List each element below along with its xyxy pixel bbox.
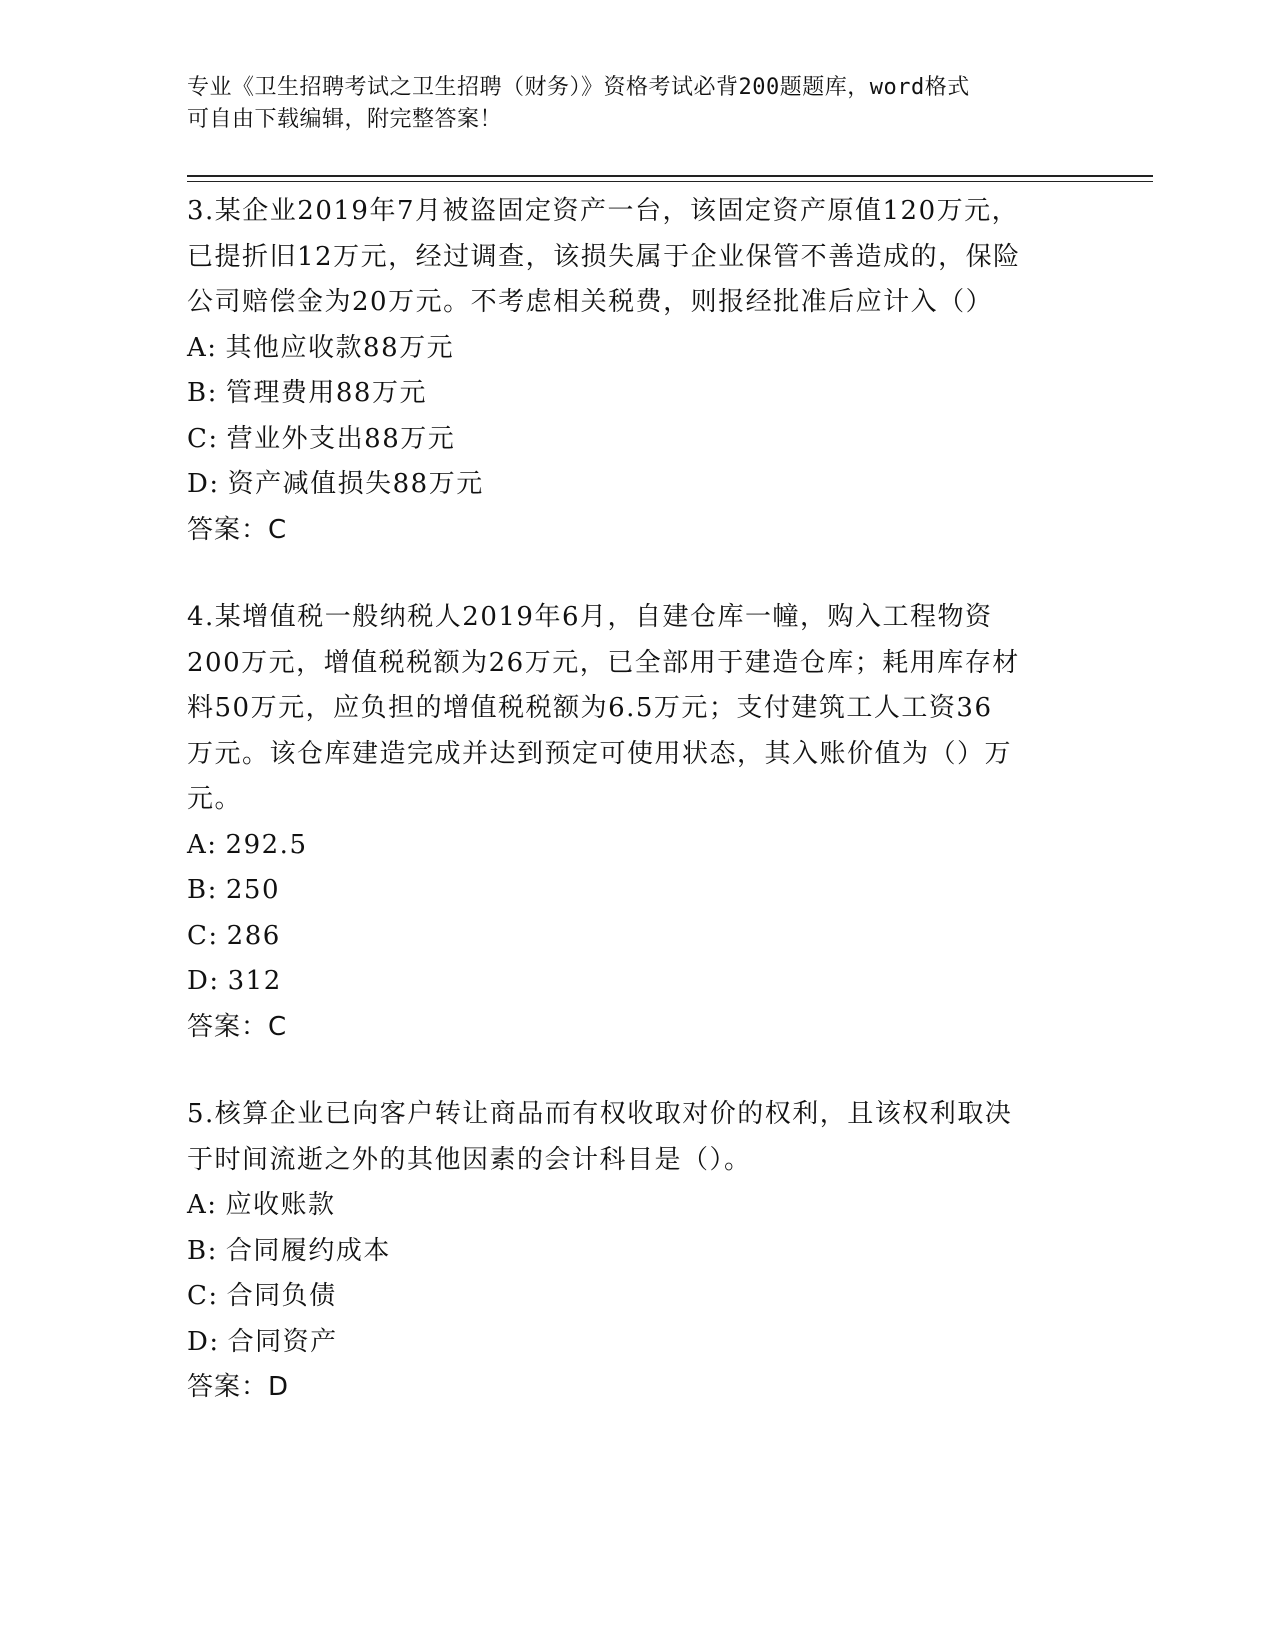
- option-text: 312: [227, 966, 282, 996]
- option-a: [187, 1183, 1067, 1229]
- option-c: [187, 1274, 1067, 1320]
- option-text: 250: [225, 875, 281, 905]
- option-text: 应收账款: [225, 1190, 336, 1220]
- question-text-line: 万元。该仓库建造完成并达到预定可使用状态，其入账价值为（）万: [187, 738, 1013, 769]
- option-text: 管理费用88万元: [225, 378, 427, 408]
- option-key: A:: [187, 1190, 218, 1220]
- answer-line: 答案：C: [187, 1011, 288, 1042]
- question-text-line: 4.某增值税一般纳税人2019年6月，自建仓库一幢，购入工程物资: [187, 602, 993, 632]
- option-text: 其他应收款88万元: [225, 332, 455, 363]
- option-d: [187, 462, 1067, 508]
- header-line: 专业《卫生招聘考试之卫生招聘（财务）》资格考试必背200题题库，word格式: [187, 75, 970, 100]
- option-text: 合同负债: [226, 1281, 337, 1311]
- option-key: D:: [187, 966, 220, 996]
- question-text-line: 公司赔偿金为20万元。不考虑相关税费，则报经批准后应计入（）: [187, 287, 994, 317]
- question-list: [187, 189, 1067, 1453]
- option-text: 292.5: [225, 829, 308, 860]
- question-text-line: 5.核算企业已向客户转让商品而有权收取对价的权利，且该权利取决: [187, 1099, 1013, 1129]
- header-divider-thin: [187, 181, 1153, 182]
- answer-line: 答案：C: [187, 514, 288, 545]
- option-key: B:: [187, 378, 218, 408]
- option-b: [187, 1229, 1067, 1275]
- question-text-line: 料50万元，应负担的增值税税额为6.5万元；支付建筑工人工资36: [187, 693, 993, 723]
- option-text: 合同履约成本: [225, 1235, 391, 1266]
- option-a: [187, 326, 1067, 372]
- option-b: [187, 371, 1067, 417]
- option-key: D:: [187, 469, 220, 499]
- option-key: D:: [187, 1326, 220, 1357]
- answer-line: 答案：D: [187, 1372, 290, 1402]
- option-text: 合同资产: [227, 1326, 338, 1357]
- option-a: [187, 823, 1067, 869]
- option-key: B:: [187, 875, 218, 905]
- header-line: 可自由下载编辑，附完整答案！: [187, 107, 503, 132]
- question-text-line: 3.某企业2019年7月被盗固定资产一台，该固定资产原值120万元，: [187, 196, 1020, 226]
- question-text-line: 200万元，增值税税额为26万元，已全部用于建造仓库；耗用库存材: [187, 647, 1020, 678]
- document-header: [187, 72, 1067, 136]
- question-text-line: 已提折旧12万元，经过调查，该损失属于企业保管不善造成的，保险: [187, 241, 1021, 272]
- question-block: [187, 189, 1067, 553]
- option-text: 286: [226, 920, 281, 951]
- option-key: B:: [187, 1235, 218, 1266]
- header-divider: [187, 175, 1153, 177]
- option-c: [187, 417, 1067, 463]
- option-c: [187, 914, 1067, 960]
- question-block: [187, 1092, 1067, 1411]
- question-text-line: 元。: [187, 784, 243, 814]
- option-d: [187, 959, 1067, 1005]
- option-text: 营业外支出88万元: [226, 423, 456, 454]
- option-key: C:: [187, 920, 219, 951]
- question-text-line: 于时间流逝之外的其他因素的会计科目是（）。: [187, 1144, 752, 1175]
- question-block: [187, 595, 1067, 1050]
- option-b: [187, 868, 1067, 914]
- option-key: A:: [187, 829, 218, 860]
- option-key: C:: [187, 1281, 219, 1311]
- option-d: [187, 1320, 1067, 1366]
- option-text: 资产减值损失88万元: [227, 469, 484, 499]
- option-key: C:: [187, 423, 219, 454]
- option-key: A:: [187, 332, 218, 363]
